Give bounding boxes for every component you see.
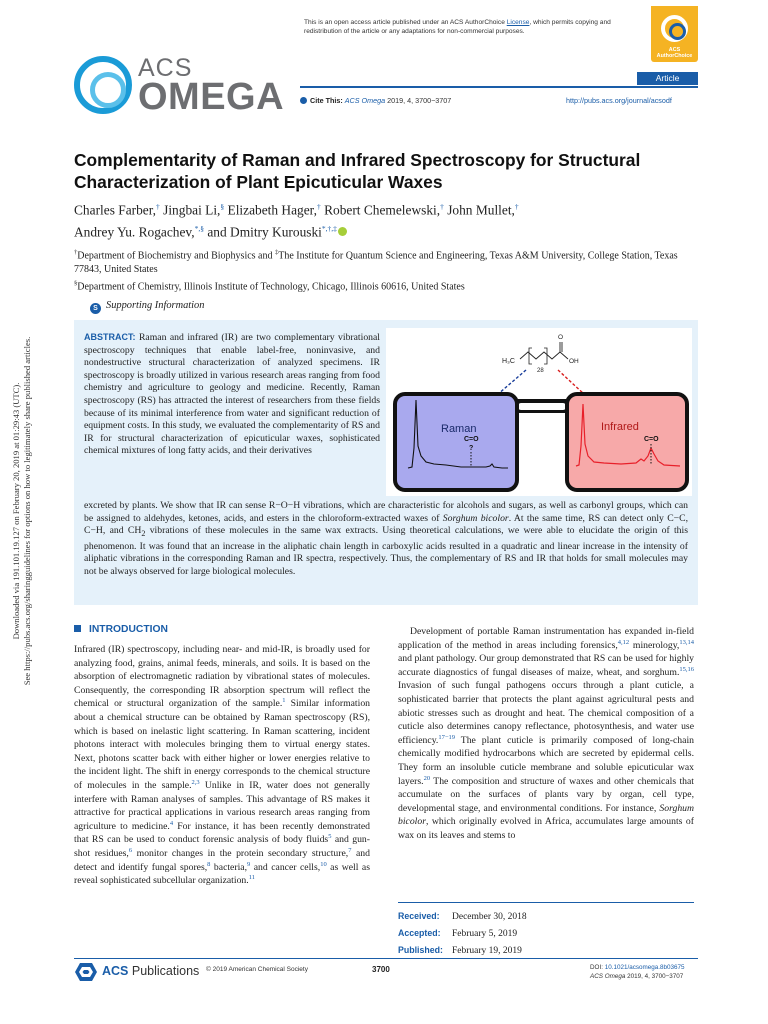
license-notice — [304, 18, 644, 36]
date-value: February 19, 2019 — [452, 946, 522, 956]
journal-logo — [74, 54, 294, 118]
author-name[interactable]: Jingbai Li, — [163, 202, 221, 218]
page-number: 3700 — [372, 965, 390, 974]
date-value: December 30, 2018 — [452, 912, 527, 922]
orcid-icon[interactable] — [338, 227, 347, 236]
cite-journal: ACS Omega — [344, 96, 386, 105]
citation-ref[interactable]: 17−19 — [438, 733, 456, 741]
affil-mark: † — [74, 249, 78, 256]
supporting-info-label: Supporting Information — [106, 300, 205, 311]
affil-text: The Institute for Quantum Science and Engineering, Texas A&M University, College Station, Texas 77843, United States — [74, 250, 678, 275]
body-text: Infrared (IR) spectroscopy, including near- and mid-IR, is broadly used for analyzing food, grains, animal feeds, minerals, and soils. It is based on the absorption of electromagnetic radiation by vibrational states of molecules. Consequently, the corresponding IR absorption spectrum will reflect the chemical or structural organization of the sample. — [74, 644, 370, 710]
abstract-part2c: vibrations of these molecules in the same wax extracts. Using theoretical calculations, we were able to elucidate the origin of this phenomenon. It was found that an increase in the aliphatic chain length in carboxylic acids resulted in a quadratic and linear increase in the intensity of aliphatic vibrations in the corresponding Raman and IR spectra, respectively. Thus, the complementary of RS and IR that holds for small molecules may not be always observed for large biological molecules. — [84, 525, 688, 577]
affiliation-1 — [74, 246, 704, 276]
citation-ref[interactable]: 5 — [328, 833, 332, 841]
abstract-part1: Raman and infrared (IR) are two complementary vibrational spectroscopy techniques that enable label-free, noninvasive, and nondestructive structural characterization of analyzed specimens. IR spectroscopy is broadly utilized in various research areas ranging from food chemistry and agriculture to geology and medicine. Recently, Raman spectroscopy (RS) has attracted the interest of researchers from these fields because of its minimal interference from water and significant reduction of equipment costs. In this study, we evaluated the complementarity of RS and IR for structural characterization of epicuticular waxes, sophisticated chemical mixtures of long fatty acids, and their derivatives — [84, 332, 380, 457]
date-value: February 5, 2019 — [452, 929, 518, 939]
body-column-right — [398, 625, 694, 843]
open-access-icon — [661, 15, 688, 42]
header-divider — [300, 86, 698, 88]
citation-ref[interactable]: 10 — [320, 860, 327, 868]
formula-n: 28 — [537, 368, 544, 374]
supporting-info-link[interactable] — [90, 300, 204, 314]
citation-ref[interactable]: 20 — [423, 774, 431, 782]
abstract-text-bottom — [84, 500, 688, 579]
body-text: and detect and identify fungal spores, — [74, 847, 370, 873]
body-text: monitor changes in the protein secondary structure, — [132, 847, 349, 859]
citation-ref[interactable]: 15,16 — [679, 665, 694, 673]
author-name[interactable]: Elizabeth Hager, — [227, 202, 317, 218]
author-name[interactable]: Robert Chemelewski, — [324, 202, 441, 218]
author-affiliation-mark: † — [316, 202, 321, 211]
citation-ref[interactable]: 13,14 — [679, 638, 694, 646]
glasses-bridge-gap — [518, 403, 566, 410]
acs-hex-icon — [74, 962, 98, 982]
formula-chain — [520, 352, 560, 359]
affil-text: Department of Biochemistry and Biophysics and — [77, 250, 275, 262]
abstract-box — [74, 320, 698, 605]
section-bullet-icon — [74, 625, 81, 632]
pub-publications: Publications — [128, 964, 200, 978]
date-row — [398, 942, 694, 959]
omega-logo-icon — [74, 56, 132, 114]
author-affiliation-mark: *,†,‡ — [321, 224, 337, 234]
publication-dates — [398, 902, 694, 959]
affiliation-2 — [74, 277, 704, 294]
license-text: This is an open access article published under an ACS AuthorChoice — [304, 19, 507, 26]
citation-ref[interactable]: 6 — [128, 846, 133, 854]
license-link[interactable]: License — [506, 19, 530, 26]
author-affiliation-mark: † — [440, 202, 444, 211]
raman-co-label: C=O — [464, 436, 479, 443]
abstract-species: Sorghum bicolor — [442, 512, 509, 524]
abstract-subscript: 2 — [141, 529, 146, 539]
body-text: The plant cuticle is primarily composed of long-chain chemically modified hydrocarbons which are secreted by epidermal cells. They form an insoluble cuticle membrane and soluble epicuticular wax layers. — [398, 734, 694, 787]
body-text: For instance, it has been recently demonstrated that RS can be used to conduct forensic analysis of body fluids — [74, 820, 370, 846]
raman-label: Raman — [441, 423, 477, 435]
abstract-label: ABSTRACT: — [84, 332, 136, 342]
affil-mark: § — [74, 280, 78, 287]
toc-figure — [386, 328, 692, 496]
formula-bond-oh — [560, 352, 568, 359]
formula-oh: OH — [569, 358, 579, 365]
body-text: as well as reveal sophisticated subcellular organization. — [74, 861, 371, 887]
affil-mark: ‡ — [275, 249, 279, 256]
body-text: The composition and structure of waxes and other chemicals that accumulate on the surfaces of plants vary by organ, cell type, developmental stage, and environmental conditions. For instance, — [398, 775, 694, 814]
date-label: Accepted: — [398, 928, 441, 938]
authorchoice-badge[interactable] — [651, 6, 698, 62]
cite-volume: 2019, 4, 3700−3707 — [385, 96, 452, 105]
citation-ref[interactable]: 11 — [248, 874, 255, 882]
download-note-line2: See https://pubs.acs.org/sharingguidelines for options on how to legitimately share published articles. — [22, 336, 32, 686]
body-column-left — [74, 643, 370, 888]
logo-omega-text: OMEGA — [138, 76, 285, 118]
logo-acs-text: ACS — [138, 54, 193, 82]
citation-ref[interactable]: 1 — [282, 697, 286, 705]
doi-link[interactable]: 10.1021/acsomega.8b03675 — [604, 964, 685, 971]
citation-ref[interactable]: 4,12 — [617, 638, 630, 646]
article-title: Complementarity of Raman and Infrared Spectroscopy for Structural Characterization of Plant Epicuticular Waxes — [74, 150, 641, 192]
citation-ref[interactable]: 2,3 — [191, 778, 200, 786]
citation-ref[interactable]: 7 — [348, 846, 352, 854]
affil-text: Department of Chemistry, Illinois Institute of Technology, Chicago, Illinois 60616, United States — [77, 281, 465, 293]
body-text: , which originally evolved in Africa, accumulates large amounts of wax on its leaves and stems to — [398, 816, 694, 841]
license-text-tail: , which permits copying and redistribution of the article or any adaptations for non-commercial purposes. — [304, 19, 611, 35]
abstract-text-top — [84, 331, 380, 458]
doi-label: DOI: — [590, 964, 605, 971]
formula-brackets — [529, 348, 547, 364]
cite-icon — [300, 97, 307, 104]
acs-publications-text — [102, 964, 199, 978]
body-text: and cancer cells, — [250, 861, 321, 873]
body-text: bacteria, — [210, 861, 247, 873]
body-text: Invasion of such fungal pathogens occurs through a plant cuticle, a sophisticated barrier that protects the plant against agricultural pests and abiotic stresses such as drought and heat. The chemical composition of a cuticle also determines canopy reflectance, photosynthesis, and water use efficiency. — [398, 680, 694, 746]
author-list — [74, 197, 694, 242]
cite-label: Cite This: — [310, 96, 343, 105]
body-text: and gun-shot residues, — [74, 834, 371, 859]
author-affiliation-mark: § — [220, 202, 225, 211]
doi-info — [590, 963, 698, 981]
body-text: Development of portable Raman instrumentation has expanded in-field application of the method in areas including forensics, — [398, 626, 694, 651]
body-text: Similar information about a chemical structure can be obtained by Raman spectroscopy (RS), which is based on inelastic light scattering. In Raman scattering, incident photons interact with molecules bringing them to virtual energy states. Next, photons scatter back with either higher or lower energies relative to the incident light. The shift in energy corresponds to the chemical structure of molecules in the sample. — [74, 698, 371, 791]
author-affiliation-mark: *,§ — [194, 224, 204, 234]
date-row — [398, 925, 694, 942]
date-label: Published: — [398, 945, 443, 955]
formula-h3c: H₃C — [502, 358, 515, 365]
abstract-part2a: excreted by plants. We show that IR can sense R−O−H vibrations, which are characteristic for alcohols and sugars, as well as carbonyl groups, which can be assigned to aldehydes, ketones, acids, and esters in the chloroform-extracted waxes of — [84, 500, 688, 524]
formula-o: O — [558, 334, 564, 341]
copyright: © 2019 American Chemical Society — [206, 966, 308, 973]
footer-divider — [74, 958, 698, 959]
citation-ref[interactable]: 9 — [247, 860, 251, 868]
body-text: and plant pathology. Our group demonstrated that RS can be used for highly accurate diagnostics of fungal diseases of maize, wheat, and sorghum. — [398, 653, 694, 678]
author-name[interactable]: Andrey Yu. Rogachev, — [74, 224, 195, 240]
download-note-line1: Downloaded via 191.101.19.127 on February 20, 2019 at 01:29:43 (UTC). — [11, 382, 21, 640]
article-type-tab: Article — [637, 72, 698, 85]
cite-this[interactable] — [300, 96, 451, 105]
section-heading-introduction — [74, 624, 168, 635]
doi-volume: 2019, 4, 3700−3707 — [625, 973, 684, 980]
toc-graphic — [386, 328, 692, 496]
author-name[interactable]: Charles Farber, — [74, 202, 157, 218]
author-name[interactable]: and Dmitry Kurouski — [207, 224, 322, 240]
infrared-label: Infrared — [601, 421, 639, 433]
doi-journal: ACS Omega — [590, 973, 626, 980]
supporting-info-icon: S — [90, 303, 101, 314]
pub-acs: ACS — [102, 964, 129, 978]
raman-panel — [395, 394, 517, 490]
section-heading-text: INTRODUCTION — [89, 624, 168, 635]
species-name: Sorghum bicolor — [398, 802, 694, 828]
date-row — [398, 908, 694, 925]
raman-question: ? — [469, 445, 474, 452]
body-text: minerology, — [629, 639, 680, 651]
infrared-co-label: C=O — [644, 436, 659, 443]
download-note — [11, 221, 33, 801]
abstract-part2b: . At the same time, RS can detect only C−C, C−H, and CH — [84, 512, 689, 537]
body-text: Unlike in IR, water does not generally interfere with Raman analyses of samples. This advantage of RS makes it attractive for practical applications in various research areas ranging from agriculture to medicine. — [74, 779, 371, 832]
author-affiliation-mark: † — [514, 202, 519, 211]
citation-ref[interactable]: 8 — [207, 860, 211, 868]
author-affiliation-mark: † — [156, 202, 160, 211]
citation-ref[interactable]: 4 — [169, 819, 174, 827]
journal-url-link[interactable]: http://pubs.acs.org/journal/acsodf — [566, 96, 672, 105]
author-name[interactable]: John Mullet, — [447, 202, 515, 218]
acs-publications-logo[interactable] — [74, 962, 204, 982]
badge-label: ACS AuthorChoice — [656, 47, 693, 59]
date-label: Received: — [398, 911, 440, 921]
